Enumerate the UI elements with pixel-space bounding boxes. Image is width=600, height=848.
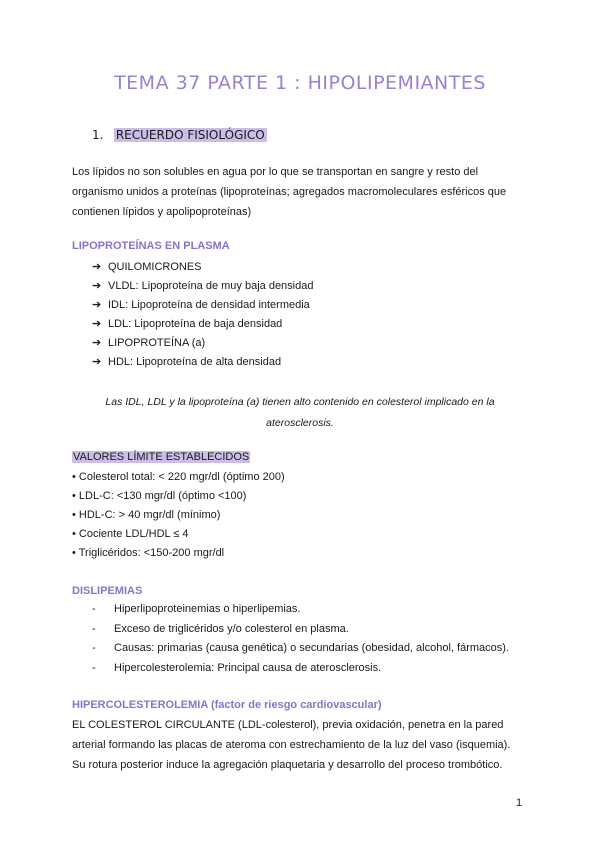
- valores-heading-label: VALORES LÍMITE ESTABLECIDOS: [73, 451, 250, 463]
- list-item: ➔ LIPOPROTEÍNA (a): [92, 334, 313, 353]
- page-title: TEMA 37 PARTE 1 : HIPOLIPEMIANTES: [114, 72, 486, 94]
- intro-line: Los lípidos no son solubles en agua por lo que se transportan en sangre y resto del: [72, 166, 479, 178]
- bullet-icon: •: [72, 490, 76, 502]
- intro-line: organismo unidos a proteínas (lipoproteínas; agregados macromoleculares esféricos que: [72, 186, 507, 198]
- page-number: 1: [516, 797, 523, 809]
- list-item: • HDL-C: > 40 mgr/dl (mínimo): [72, 509, 221, 521]
- bullet-icon: •: [72, 471, 76, 483]
- arrow-icon: ➔: [92, 337, 102, 349]
- valores-list: [72, 468, 285, 563]
- dislipemias-heading: DISLIPEMIAS: [72, 585, 143, 597]
- list-item: - Causas: primarias (causa genética) o secundarias (obesidad, alcohol, fármacos).: [92, 639, 509, 659]
- section-heading-recuerdo: [92, 128, 267, 142]
- bullet-icon: •: [72, 528, 76, 540]
- arrow-icon: ➔: [92, 280, 102, 292]
- arrow-icon: ➔: [92, 261, 102, 273]
- dash-icon: -: [92, 642, 96, 654]
- hipercolesterolemia-heading-main: HIPERCOLESTEROLEMIA: [72, 699, 208, 711]
- section-label: RECUERDO FISIOLÓGICO: [115, 128, 265, 142]
- list-item: • Triglicéridos: <150-200 mgr/dl: [72, 547, 225, 559]
- bullet-icon: •: [72, 509, 76, 521]
- arrow-icon: ➔: [92, 299, 102, 311]
- list-item: ➔ VLDL: Lipoproteína de muy baja densidad: [92, 277, 313, 296]
- arrow-icon: ➔: [92, 318, 102, 330]
- lipoproteinas-list: [92, 258, 313, 372]
- section-number: 1.: [92, 128, 104, 142]
- list-item: ➔ LDL: Lipoproteína de baja densidad: [92, 315, 313, 334]
- aterosclerosis-note: [72, 392, 528, 434]
- list-item: • Cociente LDL/HDL ≤ 4: [72, 528, 189, 540]
- dislipemias-list: [92, 600, 509, 678]
- list-item: - Hipercolesterolemia: Principal causa de aterosclerosis.: [92, 659, 509, 679]
- paragraph-line: arterial formando las placas de ateroma con estrechamiento de la luz del vaso (isquemia).: [72, 739, 511, 751]
- list-item: - Hiperlipoproteinemias o hiperlipemias.: [92, 600, 509, 620]
- dash-icon: -: [92, 661, 96, 674]
- paragraph-line: EL COLESTEROL CIRCULANTE (LDL-colesterol), previa oxidación, penetra en la pared: [72, 719, 504, 731]
- hipercolesterolemia-paragraph: [72, 715, 528, 775]
- arrow-icon: ➔: [92, 356, 102, 368]
- list-item: • LDL-C: <130 mgr/dl (óptimo <100): [72, 490, 247, 502]
- dash-icon: -: [92, 622, 96, 635]
- hipercolesterolemia-heading: [72, 699, 382, 711]
- dash-icon: -: [92, 603, 96, 615]
- bullet-icon: •: [72, 547, 76, 559]
- intro-line: contienen lípidos y apolipoproteínas): [72, 206, 252, 218]
- intro-paragraph: [72, 162, 528, 222]
- valores-heading: [72, 451, 250, 463]
- note-line: aterosclerosis.: [266, 417, 334, 429]
- lipoproteinas-heading: LIPOPROTEÍNAS EN PLASMA: [72, 240, 230, 252]
- list-item: ➔ QUILOMICRONES: [92, 258, 313, 277]
- note-line: Las IDL, LDL y la lipoproteína (a) tienen alto contenido en colesterol implicado en la: [105, 396, 495, 408]
- paragraph-line: Su rotura posterior induce la agregación plaquetaria y desarrollo del proceso trombótico.: [72, 759, 503, 771]
- list-item: ➔ IDL: Lipoproteína de densidad intermedia: [92, 296, 313, 315]
- list-item: ➔ HDL: Lipoproteína de alta densidad: [92, 353, 313, 372]
- hipercolesterolemia-heading-sub: (factor de riesgo cardiovascular): [210, 699, 382, 711]
- list-item: - Exceso de triglicéridos y/o colesterol en plasma.: [92, 620, 509, 640]
- list-item: • Colesterol total: < 220 mgr/dl (óptimo 200): [72, 471, 285, 483]
